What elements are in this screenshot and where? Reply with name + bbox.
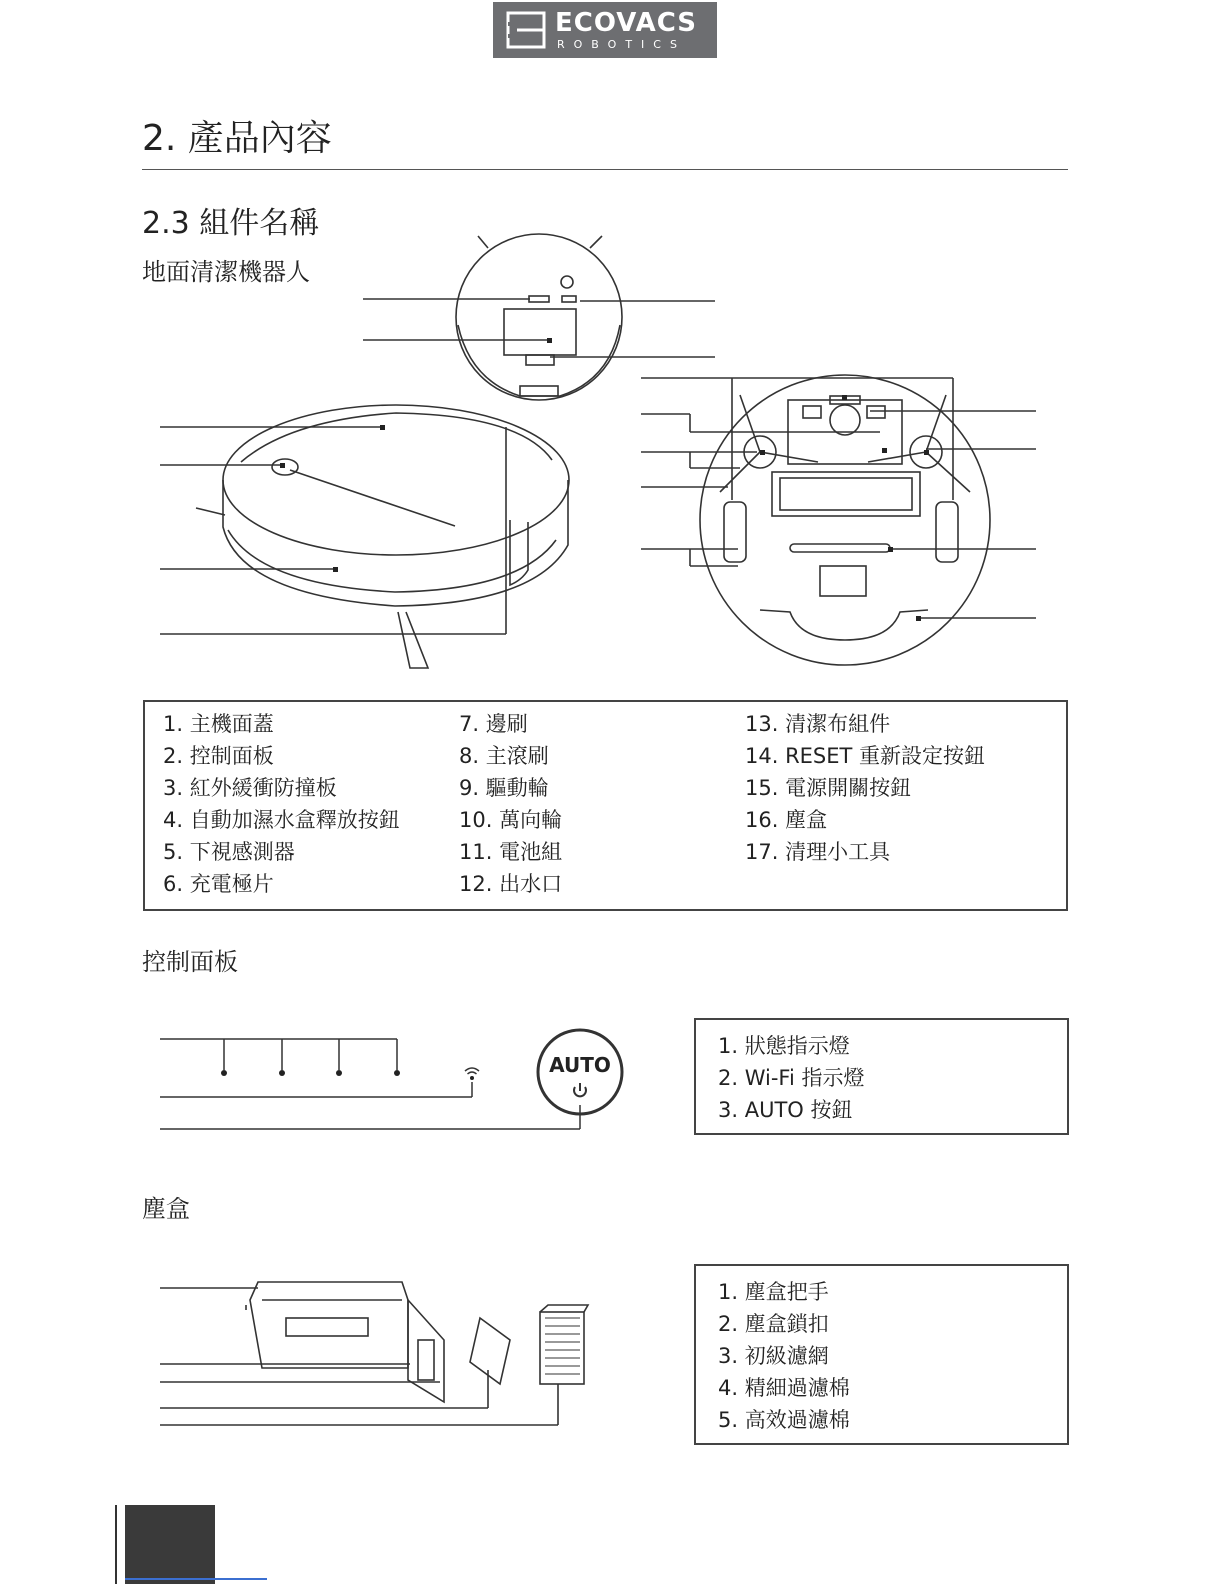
- parts-list-col-2: [459, 708, 562, 900]
- list-item: 7. 邊刷: [459, 712, 528, 736]
- logo-brand: ECOVACS: [555, 8, 698, 38]
- list-item: 2. Wi-Fi 指示燈: [718, 1066, 865, 1090]
- footer-link-underline: [125, 1578, 267, 1580]
- list-item: 13. 清潔布組件: [745, 712, 891, 736]
- logo-sub: ROBOTICS: [557, 38, 686, 51]
- parts-list-col-3: [745, 708, 985, 868]
- list-item: 10. 萬向輪: [459, 808, 563, 832]
- footer-margin-line: [115, 1505, 117, 1584]
- control-panel-heading: 控制面板: [142, 948, 238, 976]
- dustbin-diagram: [150, 1275, 600, 1435]
- subsection-title: 2.3 組件名稱: [142, 206, 320, 241]
- list-item: 9. 驅動輪: [459, 776, 549, 800]
- list-item: 5. 下視感測器: [163, 840, 295, 864]
- list-item: 15. 電源開關按鈕: [745, 776, 912, 800]
- control-panel-list: [718, 1030, 865, 1126]
- robot-heading: 地面清潔機器人: [142, 258, 310, 286]
- list-item: 4. 自動加濕水盒釋放按鈕: [163, 808, 400, 832]
- dustbin-list-box: [694, 1264, 1069, 1445]
- list-item: 6. 充電極片: [163, 872, 274, 896]
- list-item: 5. 高效過濾棉: [718, 1408, 850, 1432]
- section-title: 2. 產品內容: [142, 118, 332, 159]
- list-item: 14. RESET 重新設定按鈕: [745, 744, 986, 768]
- robot-diagram: [0, 230, 1224, 680]
- list-item: 2. 塵盒鎖扣: [718, 1312, 829, 1336]
- list-item: 17. 清理小工具: [745, 840, 891, 864]
- ecovacs-logo-icon: [505, 10, 547, 50]
- parts-list-box: [143, 700, 1068, 911]
- list-item: 3. 初級濾網: [718, 1344, 829, 1368]
- list-item: 8. 主滾刷: [459, 744, 549, 768]
- parts-list-col-1: [163, 708, 400, 900]
- list-item: 1. 塵盒把手: [718, 1280, 829, 1304]
- list-item: 3. AUTO 按鈕: [718, 1098, 853, 1122]
- list-item: 2. 控制面板: [163, 744, 274, 768]
- robot-top-view: [456, 234, 622, 400]
- footer-page-tab: [125, 1505, 215, 1584]
- title-divider: [142, 169, 1068, 170]
- dustbin-heading: 塵盒: [142, 1195, 190, 1223]
- control-panel-list-box: [694, 1018, 1069, 1135]
- control-panel-diagram: [150, 1025, 630, 1140]
- list-item: 3. 紅外緩衝防撞板: [163, 776, 337, 800]
- list-item: 4. 精細過濾棉: [718, 1376, 850, 1400]
- robot-bottom-view: [700, 375, 990, 665]
- ecovacs-logo: [493, 2, 717, 58]
- list-item: 11. 電池組: [459, 840, 563, 864]
- auto-button-label: AUTO: [549, 1053, 611, 1077]
- list-item: 1. 狀態指示燈: [718, 1034, 850, 1058]
- dustbin-list: [718, 1276, 850, 1436]
- list-item: 12. 出水口: [459, 872, 563, 896]
- robot-perspective-view: [196, 405, 569, 668]
- list-item: 16. 塵盒: [745, 808, 828, 832]
- list-item: 1. 主機面蓋: [163, 712, 274, 736]
